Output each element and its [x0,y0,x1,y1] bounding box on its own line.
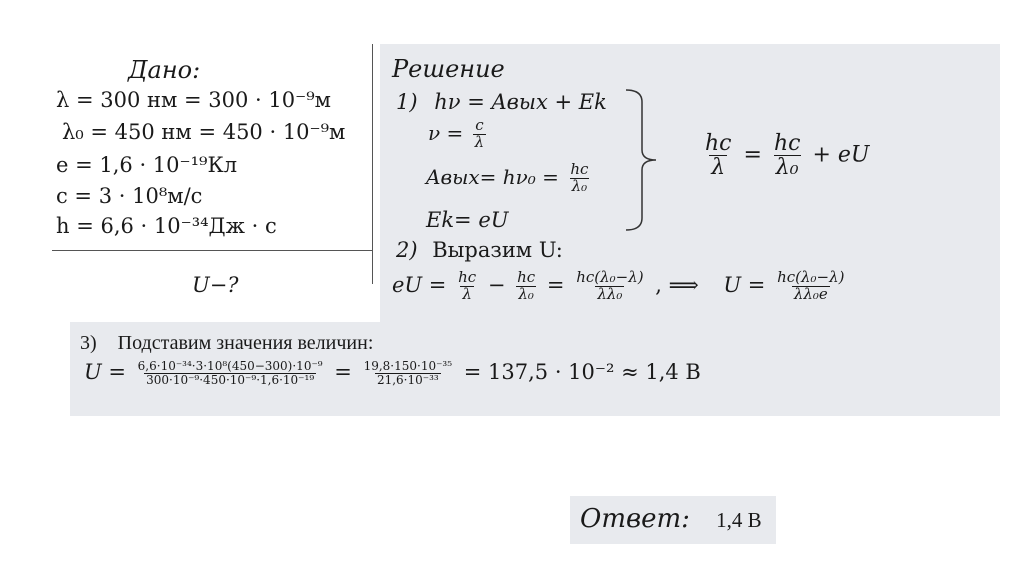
step3-label: 3) [80,332,97,354]
combined-num1: hc [705,131,732,156]
step2-label: 2) [396,238,418,262]
work-function-num: hc [570,160,589,178]
given-divider-vertical [372,44,373,284]
step2-heading [396,238,563,262]
express-minus: − [487,272,506,297]
express-n3: hc(λ₀−λ) [576,268,644,286]
express-u: U = [723,272,766,297]
combined-den1: λ [711,155,726,181]
frequency-den: λ [474,132,485,151]
work-function-den: λ₀ [571,176,588,195]
express-d3: λλ₀ [597,284,623,303]
answer-label: Ответ: [580,504,690,534]
substitution-d1: 300·10⁻⁹·450·10⁻⁹·1,6·10⁻¹⁹ [146,373,315,387]
combined-equation [700,132,869,179]
express-equals: = [546,272,565,297]
substitution-u: U = [84,360,126,384]
express-n4: hc(λ₀−λ) [777,268,845,286]
given-line-planck: h = 6,6 · 10⁻³⁴Дж · с [56,214,277,238]
express-d2: λ₀ [518,284,534,303]
given-title: Дано: [128,56,201,84]
combined-equals: = [743,142,762,168]
given-divider-horizontal [52,250,372,251]
express-equation [392,270,849,303]
frequency-equation [428,118,489,151]
substitution-equals: = [334,360,352,384]
express-d1: λ [462,284,472,303]
substitution-equation [84,360,701,387]
express-n2: hc [517,268,536,286]
express-n1: hc [458,268,477,286]
step2-text: Выразим U: [432,238,563,262]
given-line-light-speed: c = 3 · 10⁸м/с [56,184,203,208]
answer-line [580,504,762,534]
step3-heading [80,332,373,355]
step1-equation [396,90,607,114]
work-function-equation [426,162,593,195]
implies-arrow: , ⟹ [655,272,699,297]
substitution-result: = 137,5 · 10⁻² ≈ 1,4 В [463,360,701,384]
given-find: U−? [192,273,239,297]
given-line-wavelength: λ = 300 нм = 300 · 10⁻⁹м [56,88,331,112]
combined-num2: hc [773,131,801,156]
given-line-charge: e = 1,6 · 10⁻¹⁹Кл [56,153,238,177]
substitution-d2: 21,6·10⁻³³ [376,373,439,387]
frequency-num: c [475,116,484,134]
solution-title: Решение [392,55,505,83]
frequency-left: ν = [428,120,464,145]
step3-text: Подставим значения величин: [117,332,374,354]
right-brace-icon [622,88,672,233]
substitution-n1: 6,6·10⁻³⁴·3·10⁸(450−300)·10⁻⁹ [137,359,323,374]
combined-tail: + eU [812,142,870,168]
express-d4: λλ₀e [793,284,828,303]
step1-label: 1) [396,90,418,114]
einstein-equation: hν = Aвых + Ek [434,90,607,114]
work-function-left: Aвых= hν₀ = [426,164,559,189]
given-line-red-limit: λ₀ = 450 нм = 450 · 10⁻⁹м [62,120,346,144]
answer-value: 1,4 В [716,508,762,532]
kinetic-energy-equation: Ek= eU [426,208,509,232]
express-start: eU = [392,272,447,297]
combined-den2: λ₀ [775,155,799,181]
substitution-n2: 19,8·150·10⁻³⁵ [363,359,453,374]
